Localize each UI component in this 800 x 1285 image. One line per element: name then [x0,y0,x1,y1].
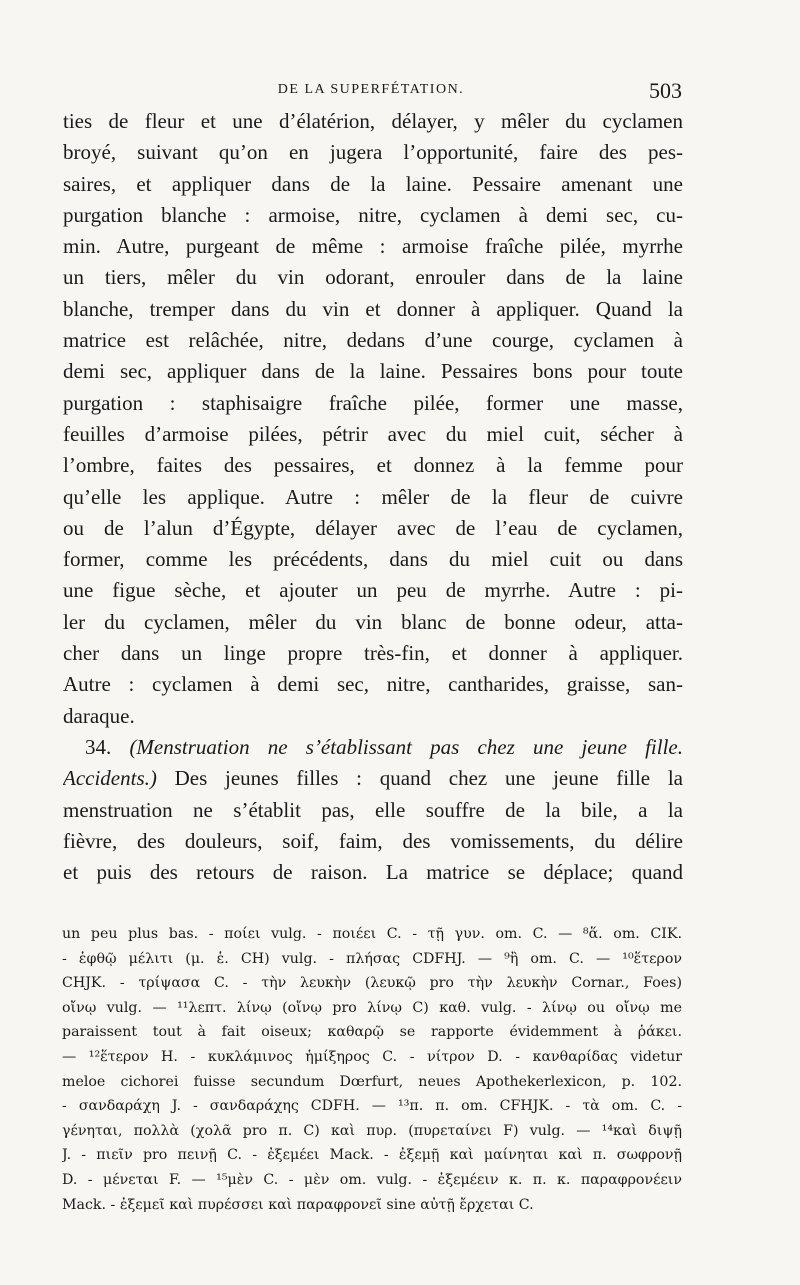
text-line: et puis des retours de raison. La matrice se déplace; quand [63,860,683,885]
text-line: un tiers, mêler du vin odorant, enrouler dans de la laine [63,265,683,290]
footnote-line: J. - πιεῖν pro πεινῇ C. - ἐξεμέει Mack. - ἐξεμῇ καὶ μαίνηται καὶ π. σωφρονῇ [62,1147,682,1164]
footnote-line: un peu plus bas. - ποίει vulg. - ποιέει C. - τῇ γυν. om. C. — ⁸ἅ. om. CIK. [62,926,682,942]
text-line: min. Autre, purgeant de même : armoise fraîche pilée, myrrhe [63,234,683,259]
text-line: daraque. [63,703,135,728]
section-heading-line [63,732,683,763]
footnote-line: — ¹²ἕτερον H. - κυκλάμινος ἡμίξηρος C. - νίτρον D. - κανθαρίδας videtur [62,1048,682,1065]
footnote-line: οἴνῳ vulg. — ¹¹λεπτ. λίνῳ (οἴνῳ pro λίνῳ C) καθ. vulg. - λίνῳ ou οἴνῳ me [62,999,682,1016]
main-text [63,106,683,888]
footnotes [62,922,682,1217]
running-title: DE LA SUPERFÉTATION. [277,82,465,97]
text-line: matrice est relâchée, nitre, dedans d’une courge, cyclamen à [63,328,683,353]
section-text: Des jeunes filles : quand chez une jeune fille la [174,766,683,791]
footnote-line: - ἑφθῷ μέλιτι (μ. ἑ. CH) vulg. - πλήσας CDFHJ. — ⁹ἢ om. C. — ¹⁰ἕτερον [62,950,682,967]
text-line: broyé, suivant qu’on en jugera l’opportunité, faire des pes- [63,140,683,165]
footnote-line: D. - μένεται F. — ¹⁵μὲν C. - μὲν om. vulg. - ἐξεμέειν κ. π. κ. παραφρονέειν [62,1171,682,1188]
text-line: ties de fleur et une d’élatérion, délayer, y mêler du cyclamen [63,109,683,133]
page-number: 503 [649,78,682,103]
running-head [60,78,682,102]
text-line [63,763,683,794]
footnote-line: Mack. - ἐξεμεῖ καὶ πυρέσσει καὶ παραφρονεῖ sine αὐτῇ ἔρχεται C. [62,1196,534,1213]
text-line: former, comme les précédents, dans du miel cuit ou dans [63,547,683,572]
section-title: (Menstruation ne s’établissant pas chez une jeune fille. [129,734,683,759]
text-line: l’ombre, faites des pessaires, et donnez à la femme pour [63,453,683,478]
text-line: feuilles d’armoise pilées, pétrir avec du miel cuit, sécher à [63,421,683,446]
text-line: saires, et appliquer dans de la laine. Pessaire amenant une [63,171,683,196]
footnote-line: - σανδαράχη J. - σανδαράχης CDFH. — ¹³π. π. om. CFHJK. - τὰ om. C. - [62,1098,682,1115]
text-line: Autre : cyclamen à demi sec, nitre, cantharides, graisse, san- [63,672,683,697]
text-line: ler du cyclamen, mêler du vin blanc de bonne odeur, atta- [63,609,683,634]
text-line: purgation : staphisaigre fraîche pilée, former une masse, [63,390,683,415]
text-line: une figue sèche, et ajouter un peu de myrrhe. Autre : pi- [63,578,683,603]
footnote-line: γένηται, πολλὰ (χολᾶ pro π. C) καὶ πυρ. (πυρεταίνει F) vulg. — ¹⁴καὶ διψῇ [62,1122,682,1139]
text-line: demi sec, appliquer dans de la laine. Pessaires bons pour toute [63,359,683,384]
footnote-line: CHJK. - τρίψασα C. - τὴν λευκὴν (λευκῷ pro τὴν λευκὴν Cornar., Foes) [62,975,682,992]
footnote-line: paraissent tout à fait oiseux; καθαρῷ se rapporte évidemment à ῥάκει. [62,1024,682,1041]
text-line: fièvre, des douleurs, soif, faim, des vomissements, du délire [63,828,683,853]
text-line: blanche, tremper dans du vin et donner à appliquer. Quand la [63,296,683,321]
text-line: ou de l’alun d’Égypte, délayer avec de l’eau de cyclamen, [63,515,683,540]
text-line: qu’elle les applique. Autre : mêler de la fleur de cuivre [63,484,683,509]
text-line: menstruation ne s’établit pas, elle souffre de la bile, a la [63,797,683,822]
text-line: cher dans un linge propre très-fin, et donner à appliquer. [63,641,683,666]
text-line: purgation blanche : armoise, nitre, cyclamen à demi sec, cu- [63,202,683,227]
section-number: 34. [85,734,112,759]
footnote-line: meloe cichorei fuisse secundum Dœrfurt, neues Apothekerlexicon, p. 102. [62,1073,682,1090]
section-title-cont: Accidents.) [63,766,157,791]
